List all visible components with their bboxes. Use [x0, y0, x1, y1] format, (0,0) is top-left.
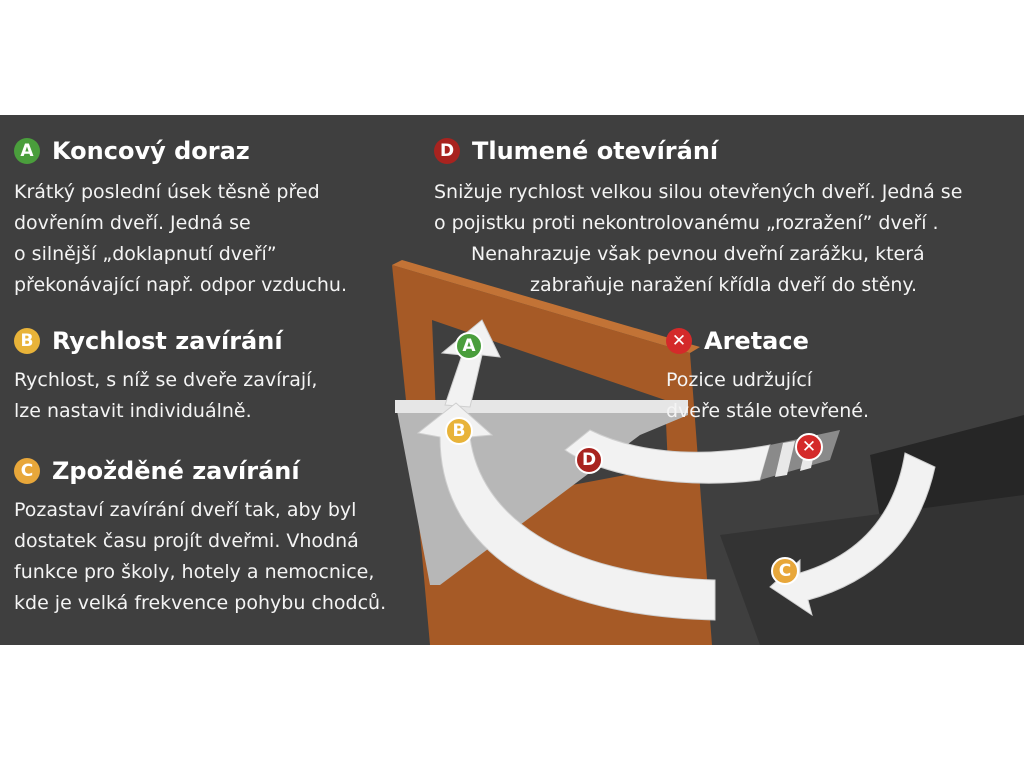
- section-aretace-line: dveře stále otevřené.: [666, 400, 869, 422]
- marker-x-icon: ✕: [795, 433, 823, 461]
- badge-d: D: [434, 138, 460, 164]
- marker-d-icon: D: [575, 446, 603, 474]
- section-c-line: kde je velká frekvence pohybu chodců.: [14, 592, 387, 614]
- section-d-line: Nenahrazuje však pevnou dveřní zarážku, která: [471, 243, 925, 265]
- section-a: [14, 137, 347, 301]
- section-a-line: o silnější „doklapnutí dveří”: [14, 243, 277, 265]
- section-b-line: Rychlost, s níž se dveře zavírají,: [14, 369, 318, 391]
- section-b-title: Rychlost zavírání: [52, 327, 283, 355]
- diagram-panel: [0, 115, 1024, 645]
- section-b: [14, 327, 317, 427]
- section-c-line: dostatek času projít dveřmi. Vhodná: [14, 530, 359, 552]
- section-aretace-line: Pozice udržující: [666, 369, 813, 391]
- section-a-line: dovřením dveří. Jedná se: [14, 212, 251, 234]
- section-c-title: Zpožděné zavírání: [52, 457, 300, 485]
- close-x-icon: ✕: [666, 328, 692, 354]
- section-c-line: funkce pro školy, hotely a nemocnice,: [14, 561, 375, 583]
- badge-c: C: [14, 458, 40, 484]
- marker-c-icon: C: [771, 557, 799, 585]
- section-a-line: Krátký poslední úsek těsně před: [14, 181, 320, 203]
- section-d-title: Tlumené otevírání: [472, 137, 719, 165]
- section-b-line: lze nastavit individuálně.: [14, 400, 252, 422]
- section-d-line: Snižuje rychlost velkou silou otevřených dveří. Jedná se: [434, 181, 963, 203]
- section-c: [14, 457, 386, 619]
- section-d-line: o pojistku proti nekontrolovanému „rozražení” dveří .: [434, 212, 939, 234]
- section-a-line: překonávající např. odpor vzduchu.: [14, 274, 347, 296]
- badge-b: B: [14, 328, 40, 354]
- section-a-title: Koncový doraz: [52, 137, 250, 165]
- section-aretace-title: Aretace: [704, 327, 809, 355]
- section-d-line: zabraňuje naražení křídla dveří do stěny.: [530, 274, 918, 296]
- badge-a: A: [14, 138, 40, 164]
- section-c-line: Pozastaví zavírání dveří tak, aby byl: [14, 499, 357, 521]
- open-door-top: [395, 400, 688, 413]
- marker-b-icon: B: [445, 417, 473, 445]
- section-d: [434, 137, 962, 301]
- section-aretace: [666, 327, 869, 427]
- marker-a-icon: A: [455, 332, 483, 360]
